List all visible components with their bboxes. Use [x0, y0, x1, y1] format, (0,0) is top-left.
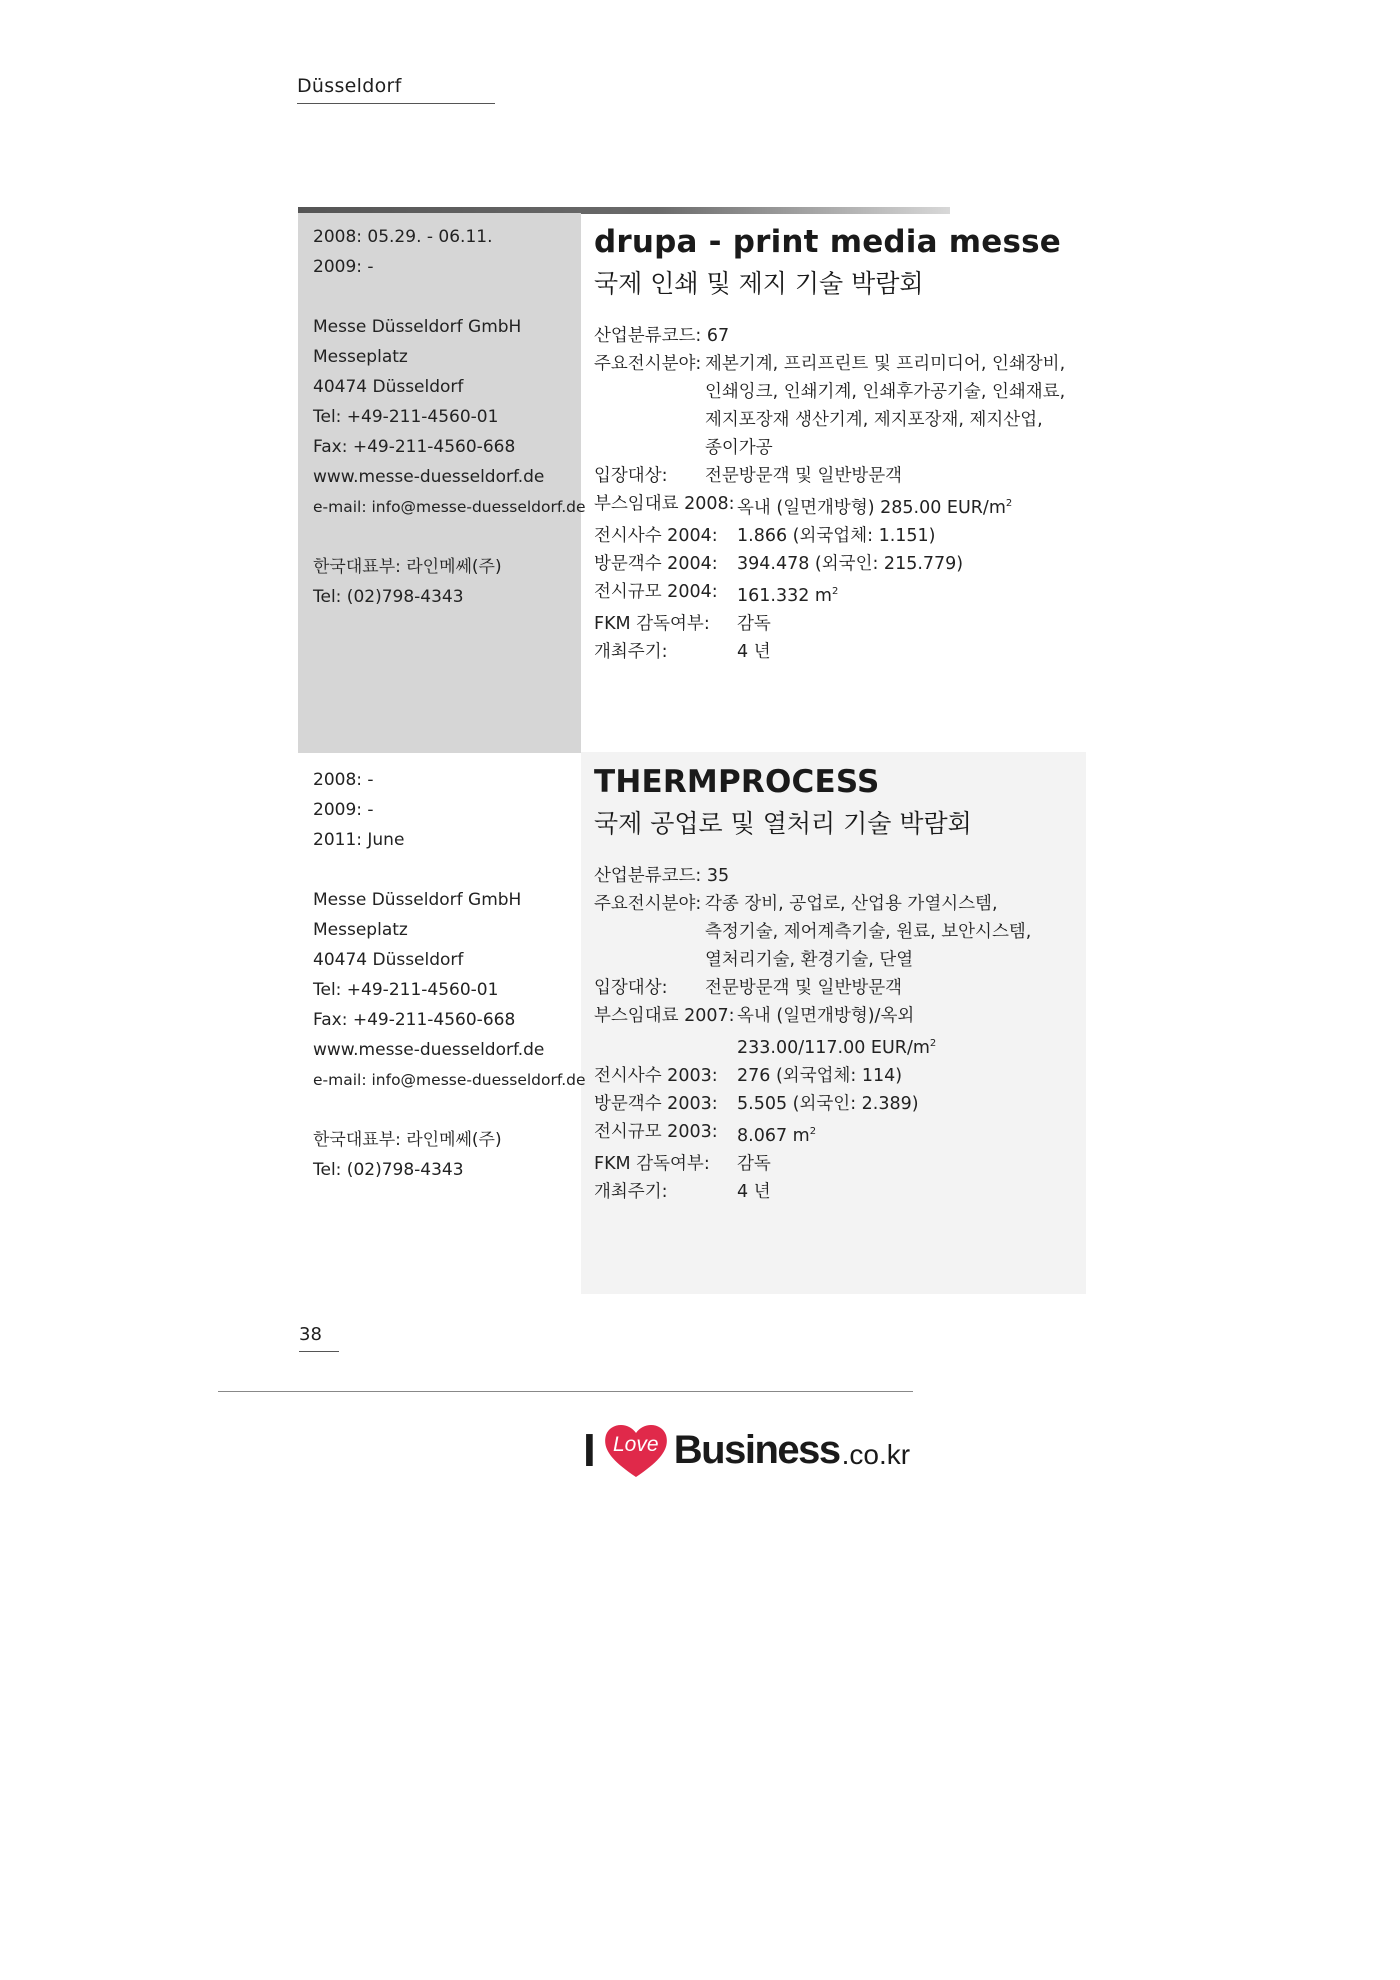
- admission-row: [594, 462, 1065, 490]
- area-value: 8.067 m: [737, 1125, 810, 1146]
- fkm-value: 감독: [737, 1153, 771, 1174]
- fair-title-ko: 국제 인쇄 및 제지 기술 박람회: [594, 269, 924, 298]
- area-value: 161.332 m: [737, 585, 832, 606]
- logo-love: Love: [613, 1433, 659, 1456]
- organizer-city: 40474 Düsseldorf: [313, 377, 464, 397]
- organizer-website: www.messe-duesseldorf.de: [313, 467, 545, 487]
- page-number: 38: [299, 1324, 322, 1345]
- main-fields-label: 주요전시분야:: [594, 894, 702, 914]
- admission-row: [594, 974, 1031, 1002]
- visitors-value: 5.505 (외국인: 2.389): [737, 1093, 919, 1114]
- fair-date-2008: 2008: 05.29. - 06.11.: [313, 227, 493, 247]
- fair-title-ko: 국제 공업로 및 열처리 기술 박람회: [594, 809, 972, 838]
- korea-tel: Tel: (02)798-4343: [313, 587, 464, 607]
- cycle-value: 4 년: [737, 1181, 771, 1202]
- exhibitors-row: [594, 522, 1065, 550]
- superscript-2: 2: [1005, 498, 1013, 509]
- fair-date-2009: 2009: -: [313, 800, 374, 820]
- area-label: 전시규모 2004:: [594, 581, 718, 602]
- organizer-city: 40474 Düsseldorf: [313, 950, 464, 970]
- fair-date-2009: 2009: -: [313, 257, 374, 277]
- fair-sidebar-drupa: [313, 222, 586, 612]
- logo-i: I: [583, 1424, 596, 1476]
- main-field-line: 제지포장재 생산기계, 제지포장재, 제지산업,: [705, 410, 1043, 430]
- admission-value: 전문방문객 및 일반방문객: [705, 466, 903, 486]
- admission-label: 입장대상:: [594, 466, 668, 486]
- header-city: Düsseldorf: [297, 75, 402, 97]
- main-field-line: 측정기술, 제어계측기술, 원료, 보안시스템,: [705, 922, 1032, 942]
- organizer-name: Messe Düsseldorf GmbH: [313, 317, 522, 337]
- booth-rent-value: 옥내 (일면개방형) 285.00 EUR/m: [737, 497, 1006, 518]
- fair-info: [594, 862, 1031, 1206]
- main-fields-label: 주요전시분야:: [594, 354, 702, 374]
- exhibitors-label: 전시사수 2003:: [594, 1065, 718, 1086]
- industry-code-value: 67: [706, 326, 730, 346]
- organizer-street: Messeplatz: [313, 347, 408, 367]
- organizer-name: Messe Düsseldorf GmbH: [313, 890, 522, 910]
- fkm-row: [594, 610, 1065, 638]
- fair-date-2011: 2011: June: [313, 830, 405, 850]
- cycle-label: 개최주기:: [594, 1181, 668, 1202]
- organizer-tel: Tel: +49-211-4560-01: [313, 980, 499, 1000]
- korea-representative: 한국대표부: 라인메쎄(주): [313, 1130, 502, 1150]
- booth-rent-label: 부스임대료 2008:: [594, 494, 735, 514]
- main-field-line: 열처리기술, 환경기술, 단열: [705, 950, 914, 970]
- ilovebusiness-logo: [583, 1420, 910, 1480]
- logo-tld: .co.kr: [841, 1439, 911, 1470]
- fkm-value: 감독: [737, 613, 771, 634]
- fair-info: [594, 322, 1065, 666]
- organizer-website: www.messe-duesseldorf.de: [313, 1040, 545, 1060]
- industry-code-label: 산업분류코드:: [594, 866, 702, 886]
- korea-representative: 한국대표부: 라인메쎄(주): [313, 557, 502, 577]
- organizer-street: Messeplatz: [313, 920, 408, 940]
- organizer-fax: Fax: +49-211-4560-668: [313, 437, 516, 457]
- cycle-label: 개최주기:: [594, 641, 668, 662]
- exhibitors-value: 1.866 (외국업체: 1.151): [737, 525, 936, 546]
- fair-sidebar-thermprocess: [313, 765, 586, 1185]
- visitors-row: [594, 1090, 1031, 1118]
- exhibitors-value: 276 (외국업체: 114): [737, 1065, 903, 1086]
- main-fields-row: [594, 890, 1031, 974]
- industry-code-row: [594, 862, 1031, 890]
- fair-date-2008: 2008: -: [313, 770, 374, 790]
- visitors-label: 방문객수 2003:: [594, 1093, 718, 1114]
- organizer-email: e-mail: info@messe-duesseldorf.de: [313, 1071, 586, 1089]
- superscript-2: 2: [809, 1125, 817, 1137]
- logo-business: Business: [673, 1427, 840, 1472]
- main-field-line: 종이가공: [705, 438, 773, 458]
- fair-title-en: THERMPROCESS: [594, 764, 880, 800]
- page-number-rule: [299, 1351, 339, 1352]
- area-row: [594, 578, 1065, 610]
- admission-value: 전문방문객 및 일반방문객: [705, 978, 903, 998]
- organizer-tel: Tel: +49-211-4560-01: [313, 407, 499, 427]
- heart-icon: [602, 1421, 670, 1479]
- exhibitors-label: 전시사수 2004:: [594, 525, 718, 546]
- fair-title-en: drupa - print media messe: [594, 224, 1062, 260]
- footer-rule: [218, 1391, 913, 1392]
- booth-rent-value: 옥내 (일면개방형)/옥외: [737, 1006, 915, 1026]
- fkm-label: FKM 감독여부:: [594, 1153, 710, 1174]
- main-field-line: 인쇄잉크, 인쇄기계, 인쇄후가공기술, 인쇄재료,: [705, 382, 1066, 402]
- main-field-line: 각종 장비, 공업로, 산업용 가열시스템,: [705, 894, 998, 914]
- superscript-2: 2: [929, 1038, 937, 1049]
- organizer-fax: Fax: +49-211-4560-668: [313, 1010, 516, 1030]
- industry-code-row: [594, 322, 1065, 350]
- visitors-row: [594, 550, 1065, 578]
- header-rule: [297, 103, 495, 104]
- fair-content-thermprocess: [594, 764, 1031, 1206]
- visitors-value: 394.478 (외국인: 215.779): [737, 553, 964, 574]
- area-label: 전시규모 2003:: [594, 1121, 718, 1142]
- visitors-label: 방문객수 2004:: [594, 553, 718, 574]
- fair-content-drupa: [594, 224, 1065, 666]
- booth-rent-row-2: [594, 1030, 1031, 1062]
- korea-tel: Tel: (02)798-4343: [313, 1160, 464, 1180]
- cycle-row: [594, 1178, 1031, 1206]
- booth-rent-value-2: 233.00/117.00 EUR/m: [737, 1037, 930, 1058]
- cycle-value: 4 년: [737, 641, 771, 662]
- booth-rent-row: [594, 1002, 1031, 1030]
- booth-rent-row: [594, 490, 1065, 522]
- admission-label: 입장대상:: [594, 978, 668, 998]
- main-field-line: 제본기계, 프리프린트 및 프리미디어, 인쇄장비,: [705, 354, 1066, 374]
- industry-code-label: 산업분류코드:: [594, 326, 702, 346]
- fkm-row: [594, 1150, 1031, 1178]
- organizer-email: e-mail: info@messe-duesseldorf.de: [313, 498, 586, 516]
- main-fields-row: [594, 350, 1065, 462]
- superscript-2: 2: [831, 585, 839, 597]
- industry-code-value: 35: [706, 866, 730, 886]
- booth-rent-label: 부스임대료 2007:: [594, 1006, 735, 1026]
- area-row: [594, 1118, 1031, 1150]
- cycle-row: [594, 638, 1065, 666]
- exhibitors-row: [594, 1062, 1031, 1090]
- fkm-label: FKM 감독여부:: [594, 613, 710, 634]
